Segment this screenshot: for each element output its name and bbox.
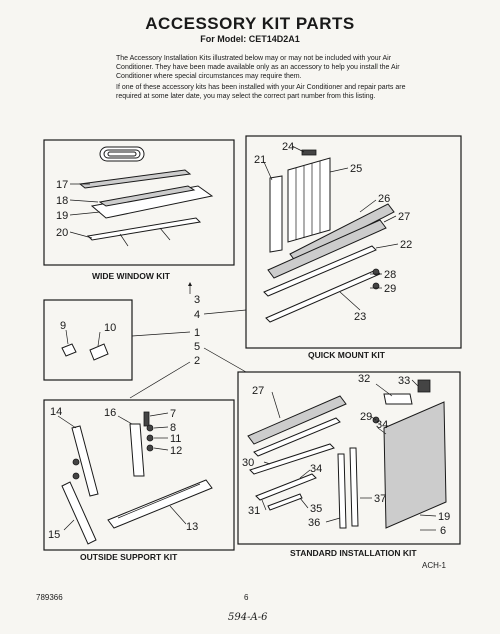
callout-5: 5 bbox=[194, 341, 201, 353]
callout-34: 34 bbox=[376, 419, 389, 431]
callout-2: 2 bbox=[194, 355, 201, 367]
callout-24: 24 bbox=[282, 141, 295, 153]
standard-installation-kit-label: STANDARD INSTALLATION KIT bbox=[290, 548, 417, 558]
callout-11: 11 bbox=[170, 433, 182, 445]
callout-9: 9 bbox=[60, 320, 67, 332]
callout-19: 19 bbox=[438, 511, 451, 523]
callout-6: 6 bbox=[440, 525, 447, 537]
intro-paragraph-2: If one of these accessory kits has been installed with your Air Conditioner and repair parts are required at some later date, you may select the correct part number from this listing. bbox=[116, 84, 406, 100]
model-subtitle: For Model: CET14D2A1 bbox=[200, 34, 300, 44]
corner-bracket-part bbox=[384, 394, 412, 404]
wide-window-kit-label: WIDE WINDOW KIT bbox=[92, 271, 170, 281]
callout-27: 27 bbox=[252, 385, 265, 397]
callout-21: 21 bbox=[254, 154, 267, 166]
nut-part bbox=[147, 445, 153, 451]
callout-18: 18 bbox=[56, 195, 69, 207]
side-panel-part bbox=[384, 402, 446, 528]
callout-34b: 34 bbox=[310, 463, 323, 475]
screw-clip-kit bbox=[44, 300, 132, 380]
callout-32: 32 bbox=[358, 373, 371, 385]
channel-part bbox=[256, 474, 316, 500]
clip-part bbox=[62, 344, 76, 356]
side-frame-part bbox=[270, 176, 282, 252]
callout-26: 26 bbox=[378, 193, 391, 205]
bolt-part bbox=[144, 412, 149, 426]
callout-8: 8 bbox=[170, 422, 177, 434]
quick-mount-kit-label: QUICK MOUNT KIT bbox=[308, 350, 385, 360]
callout-25: 25 bbox=[350, 163, 363, 175]
callout-10: 10 bbox=[104, 322, 117, 334]
callout-4: 4 bbox=[194, 309, 201, 321]
callout-19: 19 bbox=[56, 210, 69, 222]
callout-20: 20 bbox=[56, 227, 69, 239]
callout-37: 37 bbox=[374, 493, 387, 505]
callout-29: 29 bbox=[384, 283, 397, 295]
quick-mount-kit bbox=[246, 136, 461, 360]
center-callouts bbox=[130, 282, 246, 398]
washer-part bbox=[147, 435, 153, 441]
support-arm-part bbox=[130, 424, 144, 476]
callout-36: 36 bbox=[308, 517, 321, 529]
callout-12: 12 bbox=[170, 445, 183, 457]
handwritten-note: 594-A-6 bbox=[228, 612, 268, 623]
plate-part bbox=[90, 344, 108, 360]
cap-part bbox=[418, 380, 430, 392]
nut-part bbox=[147, 425, 153, 431]
nut-part bbox=[73, 459, 79, 465]
callout-16: 16 bbox=[104, 407, 117, 419]
callout-15: 15 bbox=[48, 529, 61, 541]
callout-3: 3 bbox=[194, 294, 201, 306]
callout-35: 35 bbox=[310, 503, 323, 515]
callout-7: 7 bbox=[170, 408, 177, 420]
wide-window-kit bbox=[44, 140, 234, 281]
callout-13: 13 bbox=[186, 521, 199, 533]
nut-part bbox=[73, 473, 79, 479]
standard-installation-kit bbox=[238, 372, 460, 558]
screen-part bbox=[288, 158, 330, 242]
outside-support-kit-label: OUTSIDE SUPPORT KIT bbox=[80, 552, 178, 562]
callout-1: 1 bbox=[194, 327, 201, 339]
document-number: 789366 bbox=[36, 593, 63, 602]
ach-code: ACH-1 bbox=[422, 561, 447, 570]
vertical-strip-part bbox=[338, 454, 346, 528]
callout-29: 29 bbox=[360, 411, 373, 423]
intro-paragraph-1: The Accessory Installation Kits illustrated below may or may not be included with your Air Conditioner. They have been made available only as an accessory to help you install the Air Conditioner where special circumstances may require them. bbox=[116, 55, 400, 80]
page-title: ACCESSORY KIT PARTS bbox=[145, 14, 355, 33]
coiled-seal-part bbox=[100, 147, 144, 161]
callout-17: 17 bbox=[56, 179, 69, 191]
foam-strip-part bbox=[80, 170, 190, 188]
vertical-strip-part bbox=[350, 448, 358, 526]
callout-28: 28 bbox=[384, 269, 397, 281]
callout-30: 30 bbox=[242, 457, 255, 469]
screw-clip-kit-frame bbox=[44, 300, 132, 380]
callout-33: 33 bbox=[398, 375, 411, 387]
callout-22: 22 bbox=[400, 239, 413, 251]
callout-27: 27 bbox=[398, 211, 411, 223]
callout-31: 31 bbox=[248, 505, 261, 517]
callout-14: 14 bbox=[50, 406, 63, 418]
outside-support-kit bbox=[44, 400, 234, 562]
angle-part bbox=[88, 218, 200, 240]
sill-strip-part bbox=[268, 494, 302, 510]
callout-23: 23 bbox=[354, 311, 367, 323]
page-number: 6 bbox=[244, 593, 249, 602]
top-bracket-part bbox=[302, 150, 316, 155]
